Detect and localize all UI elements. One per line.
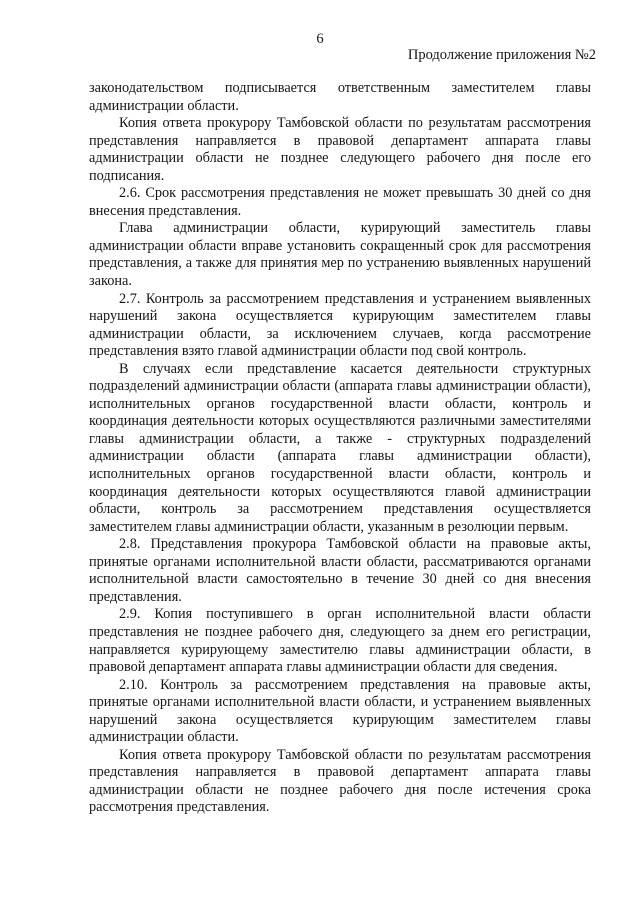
- paragraph: 2.9. Копия поступившего в орган исполнительной власти области представления не позднее рабочего дня, следующего за днем его регистрации, направляется курирующему заместителю главы администрации области, в правовой департамент аппарата главы администрации области для сведения.: [89, 606, 591, 676]
- paragraph: 2.7. Контроль за рассмотрением представления и устранением выявленных нарушений закона осуществляется курирующим заместителем главы администрации области, за исключением случаев, когда рассмотрение представления взято главой администрации области под свой контроль.: [89, 290, 591, 360]
- document-body: [89, 80, 591, 817]
- paragraph: 2.10. Контроль за рассмотрением представления на правовые акты, принятые органами исполнительной власти области, и устранением выявленных нарушений закона осуществляется курирующим заместителем главы администрации области.: [89, 676, 591, 746]
- paragraph: законодательством подписывается ответственным заместителем главы администрации области.: [89, 80, 591, 114]
- paragraph: Глава администрации области, курирующий заместитель главы администрации области вправе установить сокращенный срок для рассмотрения представления, а также для принятия мер по устранению выявленных нарушений закона.: [89, 220, 591, 290]
- page-number: 6: [316, 31, 324, 47]
- paragraph: Копия ответа прокурору Тамбовской области по результатам рассмотрения представления направляется в правовой департамент аппарата главы администрации области не позднее следующего рабочего дня после его подписания.: [89, 115, 591, 184]
- paragraph: 2.8. Представления прокурора Тамбовской области на правовые акты, принятые органами исполнительной власти области, рассматриваются органами исполнительной власти самостоятельно в течение 30 дней со дня внесения представления.: [89, 536, 591, 605]
- paragraph: 2.6. Срок рассмотрения представления не может превышать 30 дней со дня внесения представления.: [89, 185, 591, 219]
- paragraph: Копия ответа прокурору Тамбовской области по результатам рассмотрения представления направляется в правовой департамент аппарата главы администрации области не позднее рабочего дня после истечения срока рассмотрения представления.: [89, 746, 591, 816]
- paragraph: В случаях если представление касается деятельности структурных подразделений администрации области (аппарата главы администрации области), исполнительных органов государственной власти области, контроль и координация деятельности которых осуществляются различными заместителями главы администрации области, а также - структурных подразделений администрации области (аппарата главы администрации области), исполнительных органов государственной власти области, контроль и координация деятельности которых осуществляются главой администрации области, контроль за рассмотрением представления осуществляется заместителем главы администрации области, указанным в резолюции первым.: [89, 360, 591, 535]
- appendix-continuation-note: Продолжение приложения №2: [407, 47, 596, 63]
